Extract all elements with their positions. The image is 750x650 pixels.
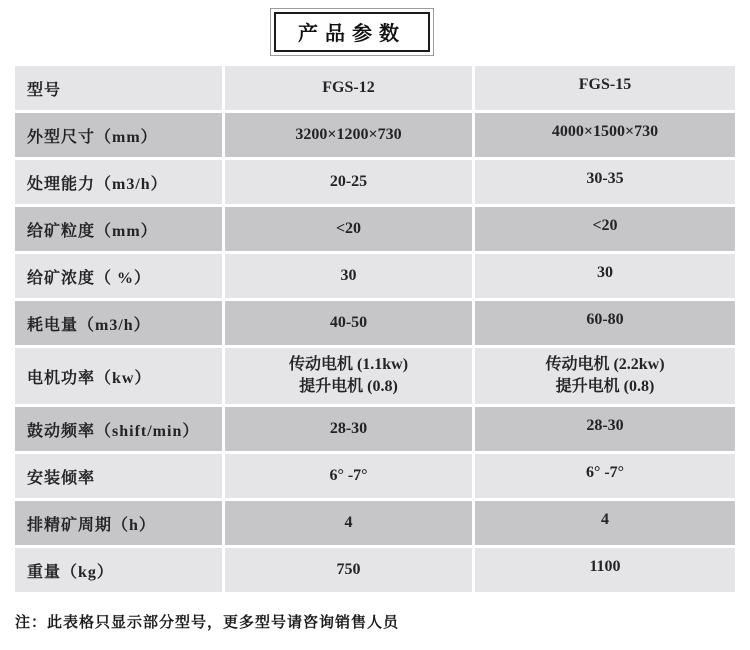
title-box xyxy=(270,8,434,56)
table-row-feed-size xyxy=(15,207,735,251)
cell-value: 30 xyxy=(475,254,735,298)
table-row-capacity xyxy=(15,160,735,204)
cell-value: 30 xyxy=(225,254,472,298)
cell-value: 750 xyxy=(225,548,472,592)
cell-value: FGS-15 xyxy=(475,66,735,110)
cell-value: 30-35 xyxy=(475,160,735,204)
row-label: 型号 xyxy=(15,66,222,110)
cell-value: 1100 xyxy=(475,548,735,592)
cell-value: <20 xyxy=(225,207,472,251)
row-label: 给矿粒度（mm） xyxy=(15,207,222,251)
row-label: 排精矿周期（h） xyxy=(15,501,222,545)
product-spec-table xyxy=(12,63,738,595)
footnote: 注：此表格只显示部分型号，更多型号请咨询销售人员 xyxy=(15,614,400,631)
cell-value: 60-80 xyxy=(475,301,735,345)
table-row-weight xyxy=(15,548,735,592)
cell-value: 3200×1200×730 xyxy=(225,113,472,157)
row-label: 外型尺寸（mm） xyxy=(15,113,222,157)
value-line: 传动电机 (1.1kw) xyxy=(288,356,409,373)
cell-value: 28-30 xyxy=(225,407,472,451)
row-label: 处理能力（m3/h） xyxy=(15,160,222,204)
row-label: 耗电量（m3/h） xyxy=(15,301,222,345)
table-row-power-consumption xyxy=(15,301,735,345)
row-label: 鼓动频率（shift/min） xyxy=(15,407,222,451)
cell-value: 4 xyxy=(475,501,735,545)
cell-value: 4 xyxy=(225,501,472,545)
cell-value: 6° -7° xyxy=(225,454,472,498)
cell-value: 6° -7° xyxy=(475,454,735,498)
cell-value xyxy=(475,348,735,404)
row-label: 安装倾率 xyxy=(15,454,222,498)
cell-value xyxy=(225,348,472,404)
table-row-discharge-cycle xyxy=(15,501,735,545)
table-row-feed-density xyxy=(15,254,735,298)
cell-value: 20-25 xyxy=(225,160,472,204)
table-row-shake-frequency xyxy=(15,407,735,451)
page-title: 产品参数 xyxy=(274,12,430,52)
row-label: 电机功率（kw） xyxy=(15,348,222,404)
cell-value: 40-50 xyxy=(225,301,472,345)
cell-value: FGS-12 xyxy=(225,66,472,110)
row-label: 重量（kg） xyxy=(15,548,222,592)
table-row-model xyxy=(15,66,735,110)
value-line: 提升电机 (0.8) xyxy=(555,378,655,395)
cell-value: 28-30 xyxy=(475,407,735,451)
table-row-dimensions xyxy=(15,113,735,157)
table-row-motor-power xyxy=(15,348,735,404)
value-line: 传动电机 (2.2kw) xyxy=(545,356,665,373)
cell-value: <20 xyxy=(475,207,735,251)
table-row-install-incline xyxy=(15,454,735,498)
cell-value: 4000×1500×730 xyxy=(475,113,735,157)
row-label: 给矿浓度（ %） xyxy=(15,254,222,298)
value-line: 提升电机 (0.8) xyxy=(299,378,398,395)
